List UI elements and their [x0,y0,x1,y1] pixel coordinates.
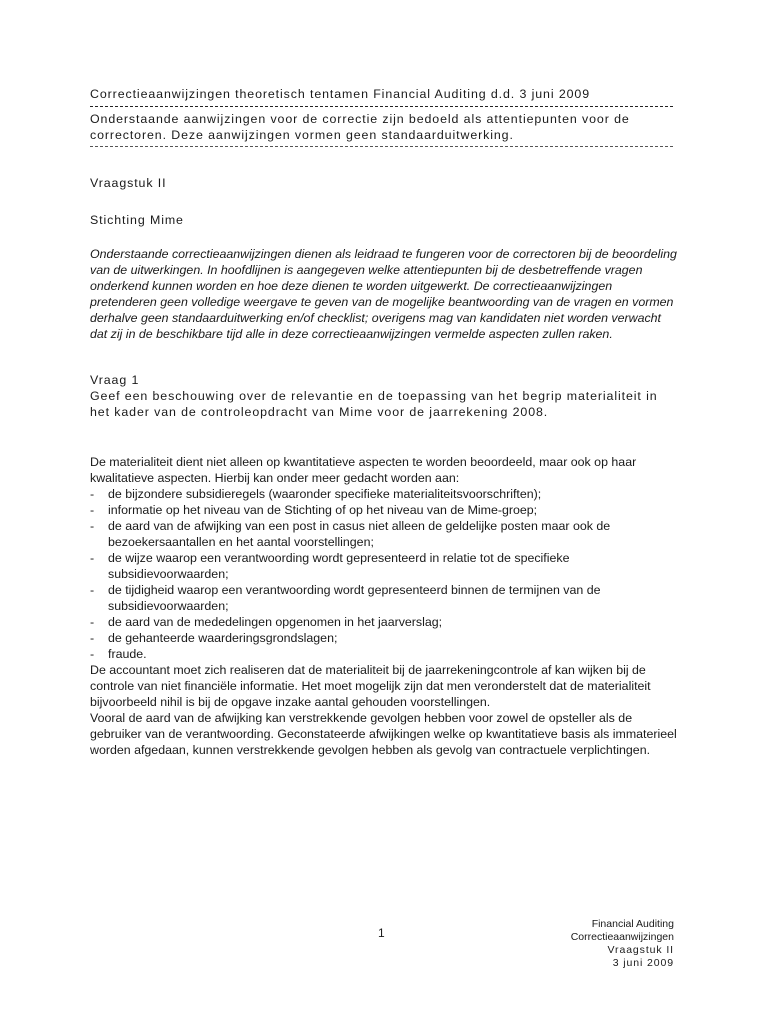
list-item [90,502,680,518]
footer-date: 3 juni 2009 [612,957,674,969]
footer-doc-type: Correctieaanwijzingen [570,931,674,943]
footer-info [571,918,674,970]
list-item [90,646,680,662]
list-item-text: informatie op het niveau van de Stichting of op het niveau van de Mime-groep; [108,503,538,517]
list-item-text: fraude. [108,647,147,661]
document-title: Correctieaanwijzingen theoretisch tentamen Financial Auditing d.d. 3 juni 2009 [90,87,591,101]
list-item-text: de bijzondere subsidieregels (waaronder specifieke materialiteitsvoorschriften); [108,487,542,501]
answer-paragraph-2: Vooral de aard van de afwijking kan verstrekkende gevolgen hebben voor zowel de opsteller als de gebruiker van de verantwoording. Geconstateerde afwijkingen welke op kwantitatieve basis als immaterieel worden afgedaan, kunnen verstrekkende gevolgen hebben als gevolg van contractuele verplichtingen. [90,711,677,757]
list-item-text: de aard van de mededelingen opgenomen in het jaarverslag; [108,615,443,629]
bullet-dash: - [90,487,95,501]
bottom-divider [90,146,673,147]
list-item [90,582,680,614]
answer-block [90,454,680,758]
bullet-dash: - [90,631,95,645]
list-item [90,614,680,630]
list-item-text: de gehanteerde waarderingsgrondslagen; [108,631,338,645]
list-item [90,550,680,582]
question-text: Geef een beschouwing over de relevantie en de toepassing van het begrip materialiteit in het kader van de controleopdracht van Mime voor de jaarrekening 2008. [90,389,658,419]
answer-paragraph-1: De accountant moet zich realiseren dat de materialiteit bij de jaarrekeningcontrole af kan wijken bij de controle van niet financiële informatie. Het moet mogelijk zijn dat men veronderstelt dat de materialiteit bijvoorbeeld nihil is bij de opgave inzake aantal gehouden voorstellingen. [90,663,651,709]
page-number: 1 [378,926,385,940]
bullet-dash: - [90,615,95,629]
list-item [90,630,680,646]
list-item-text: de aard van de afwijking van een post in casus niet alleen de geldelijke posten maar ook de bezoekersaantallen en het aantal voorstellingen; [108,519,611,549]
answer-lead: De materialiteit dient niet alleen op kwantitatieve aspecten te worden beoordeeld, maar ook op haar kwalitatieve aspecten. Hierbij kan onder meer gedacht worden aan: [90,455,637,485]
document-page [90,86,680,758]
question-label: Vraag 1 [90,373,140,387]
top-divider [90,106,673,107]
bullet-dash: - [90,647,95,661]
list-item-text: de tijdigheid waarop een verantwoording wordt gepresenteerd binnen de termijnen van de subsidievoorwaarden; [108,583,601,613]
list-item [90,486,680,502]
intro-paragraph: Onderstaande correctieaanwijzingen dienen als leidraad te fungeren voor de correctoren bij de beoordeling van de uitwerkingen. In hoofdlijnen is aangegeven welke attentiepunten bij de desbetreffende vragen onderkend kunnen worden en hoe deze dienen te worden uitgewerkt. De correctieaanwijzingen pretenderen geen volledige weergave te geven van de mogelijke beantwoording van de vragen en vormen derhalve geen standaarduitwerking en/of checklist; overigens mag van kandidaten niet worden verwacht dat zij in de beschikbare tijd alle in deze correctieaanwijzingen vermelde aspecten zullen raken. [90,247,677,341]
bullet-dash: - [90,519,95,533]
footer-section: Vraagstuk II [607,944,674,956]
section-heading: Vraagstuk II [90,176,167,190]
bullet-dash: - [90,583,95,597]
aspect-list [90,486,680,662]
footer-course: Financial Auditing [591,918,674,930]
case-name: Stichting Mime [90,213,184,227]
list-item [90,518,680,550]
correction-notice: Onderstaande aanwijzingen voor de correctie zijn bedoeld als attentiepunten voor de correctoren. Deze aanwijzingen vormen geen standaarduitwerking. [90,112,630,142]
question-block [90,372,680,420]
bullet-dash: - [90,503,95,517]
list-item-text: de wijze waarop een verantwoording wordt gepresenteerd in relatie tot de specifieke subsidievoorwaarden; [108,551,570,581]
bullet-dash: - [90,551,95,565]
